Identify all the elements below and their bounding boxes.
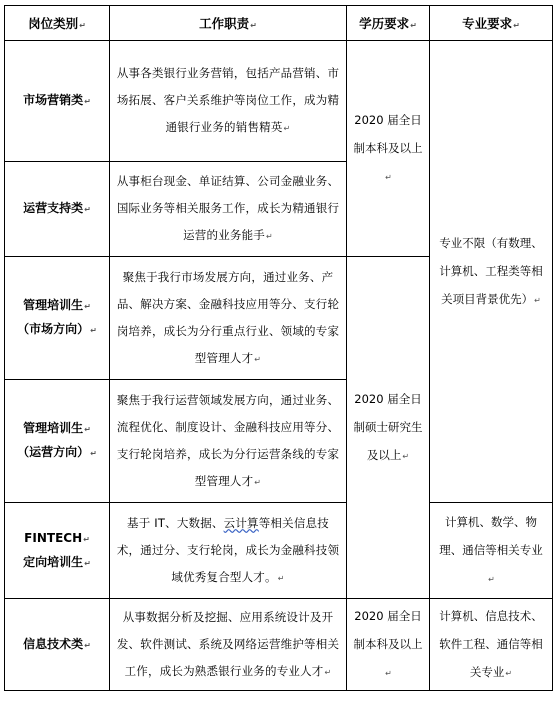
- duties-cell: [110, 257, 347, 380]
- duties-cell: [110, 41, 347, 162]
- duties-text: 从事数据分析及挖掘、应用系统设计及开发、软件测试、系统及网络运营维护等相关工作，成长为熟悉银行业务的专业人才: [116, 609, 340, 678]
- duties-cell: [110, 503, 347, 599]
- header-education: [347, 6, 430, 41]
- paragraph-mark: ↵: [324, 667, 332, 677]
- major-text: 计算机、信息技术、软件工程、通信等相关专业: [439, 608, 543, 679]
- category-cell: [5, 599, 110, 691]
- category-text: 运营支持类: [23, 201, 84, 215]
- paragraph-mark: ↵: [84, 425, 91, 434]
- paragraph-mark: ↵: [84, 302, 91, 311]
- major-cell: [430, 599, 553, 691]
- category-cell: [5, 41, 110, 162]
- major-cell: [430, 503, 553, 599]
- header-education-text: 学历要求: [359, 16, 410, 31]
- paragraph-mark: ↵: [84, 640, 91, 650]
- duties-text: 聚焦于我行市场发展方向，通过业务、产品、解决方案、金融科技应用等分、支行轮岗培养，成长为分行重点行业、领域的专家型管理人才: [116, 269, 340, 365]
- table-row: [5, 41, 553, 162]
- header-category: [5, 6, 110, 41]
- paragraph-mark: ↵: [513, 21, 520, 30]
- paragraph-mark: ↵: [84, 205, 91, 214]
- education-cell: [347, 599, 430, 691]
- paragraph-mark: ↵: [250, 21, 257, 30]
- paragraph-mark: ↵: [402, 451, 410, 461]
- paragraph-mark: ↵: [90, 449, 97, 458]
- table-row: [5, 599, 553, 691]
- category-cell: [5, 257, 110, 380]
- paragraph-mark: ↵: [83, 534, 90, 544]
- paragraph-mark: ↵: [385, 668, 392, 678]
- paragraph-mark: ↵: [84, 558, 91, 568]
- table-row: [5, 503, 553, 599]
- paragraph-mark: ↵: [385, 172, 392, 182]
- duties-text: 聚焦于我行运营领域发展方向，通过业务、流程优化、制度设计、金融科技应用等分、支行轮岗培养，成长为分行运营条线的专家型管理人才: [116, 392, 340, 488]
- paragraph-mark: ↵: [534, 295, 541, 305]
- category-subtext: （运营方向）: [17, 445, 90, 459]
- major-text: 计算机、数学、物理、通信等相关专业: [439, 514, 543, 557]
- paragraph-mark: ↵: [254, 354, 262, 364]
- header-row: [5, 6, 553, 41]
- paragraph-mark: ↵: [266, 232, 273, 241]
- education-cell: [347, 41, 430, 257]
- category-text: FINTECH: [24, 530, 83, 545]
- paragraph-mark: ↵: [410, 21, 417, 30]
- category-cell: [5, 162, 110, 257]
- header-major: [430, 6, 553, 41]
- major-cell: [430, 41, 553, 503]
- spellcheck-underlined-text: 云计算: [223, 515, 259, 530]
- paragraph-mark: ↵: [90, 326, 97, 335]
- paragraph-mark: ↵: [79, 21, 86, 30]
- paragraph-mark: ↵: [277, 573, 285, 583]
- category-subtext: （市场方向）: [17, 322, 90, 336]
- paragraph-mark: ↵: [488, 574, 495, 584]
- education-cell: [347, 257, 430, 599]
- header-major-text: 专业要求: [462, 16, 513, 31]
- paragraph-mark: ↵: [254, 477, 262, 487]
- category-subtext: 定向培训生: [23, 554, 84, 569]
- education-text: 2020 届全日制本科及以上: [353, 112, 423, 155]
- duties-cell: [110, 380, 347, 503]
- category-text: 市场营销类: [23, 93, 84, 107]
- duties-text: 从事各类银行业务营销，包括产品营销、市场拓展、客户关系维护等岗位工作，成为精通银行业务的销售精英: [116, 66, 340, 134]
- paragraph-mark: ↵: [84, 97, 91, 106]
- education-text: 2020 届全日制本科及以上: [353, 608, 423, 651]
- education-text: 2020 届全日制硕士研究生及以上: [353, 391, 423, 462]
- category-cell: [5, 380, 110, 503]
- duties-cell: [110, 599, 347, 691]
- category-cell: [5, 503, 110, 599]
- duties-cell: [110, 162, 347, 257]
- paragraph-mark: ↵: [505, 668, 513, 678]
- paragraph-mark: ↵: [283, 124, 291, 133]
- header-category-text: 岗位类别: [28, 16, 79, 31]
- recruitment-table: [4, 5, 553, 691]
- duties-text: 从事柜台现金、单证结算、公司金融业务、国际业务等相关服务工作，成长为精通银行运营的业务能手: [116, 174, 340, 242]
- duties-text-continued: 等相关信息技术，通过分、支行轮岗，成长为金融科技领域优秀复合型人才。: [116, 515, 340, 584]
- major-text: 专业不限（有数理、计算机、工程类等相关项目背景优先）: [439, 235, 543, 306]
- header-duties: [110, 6, 347, 41]
- header-duties-text: 工作职责: [199, 16, 250, 31]
- category-text: 信息技术类: [23, 636, 84, 651]
- category-text: 管理培训生: [23, 298, 84, 312]
- category-text: 管理培训生: [23, 421, 84, 435]
- duties-text: 基于 IT、大数据、: [127, 515, 224, 530]
